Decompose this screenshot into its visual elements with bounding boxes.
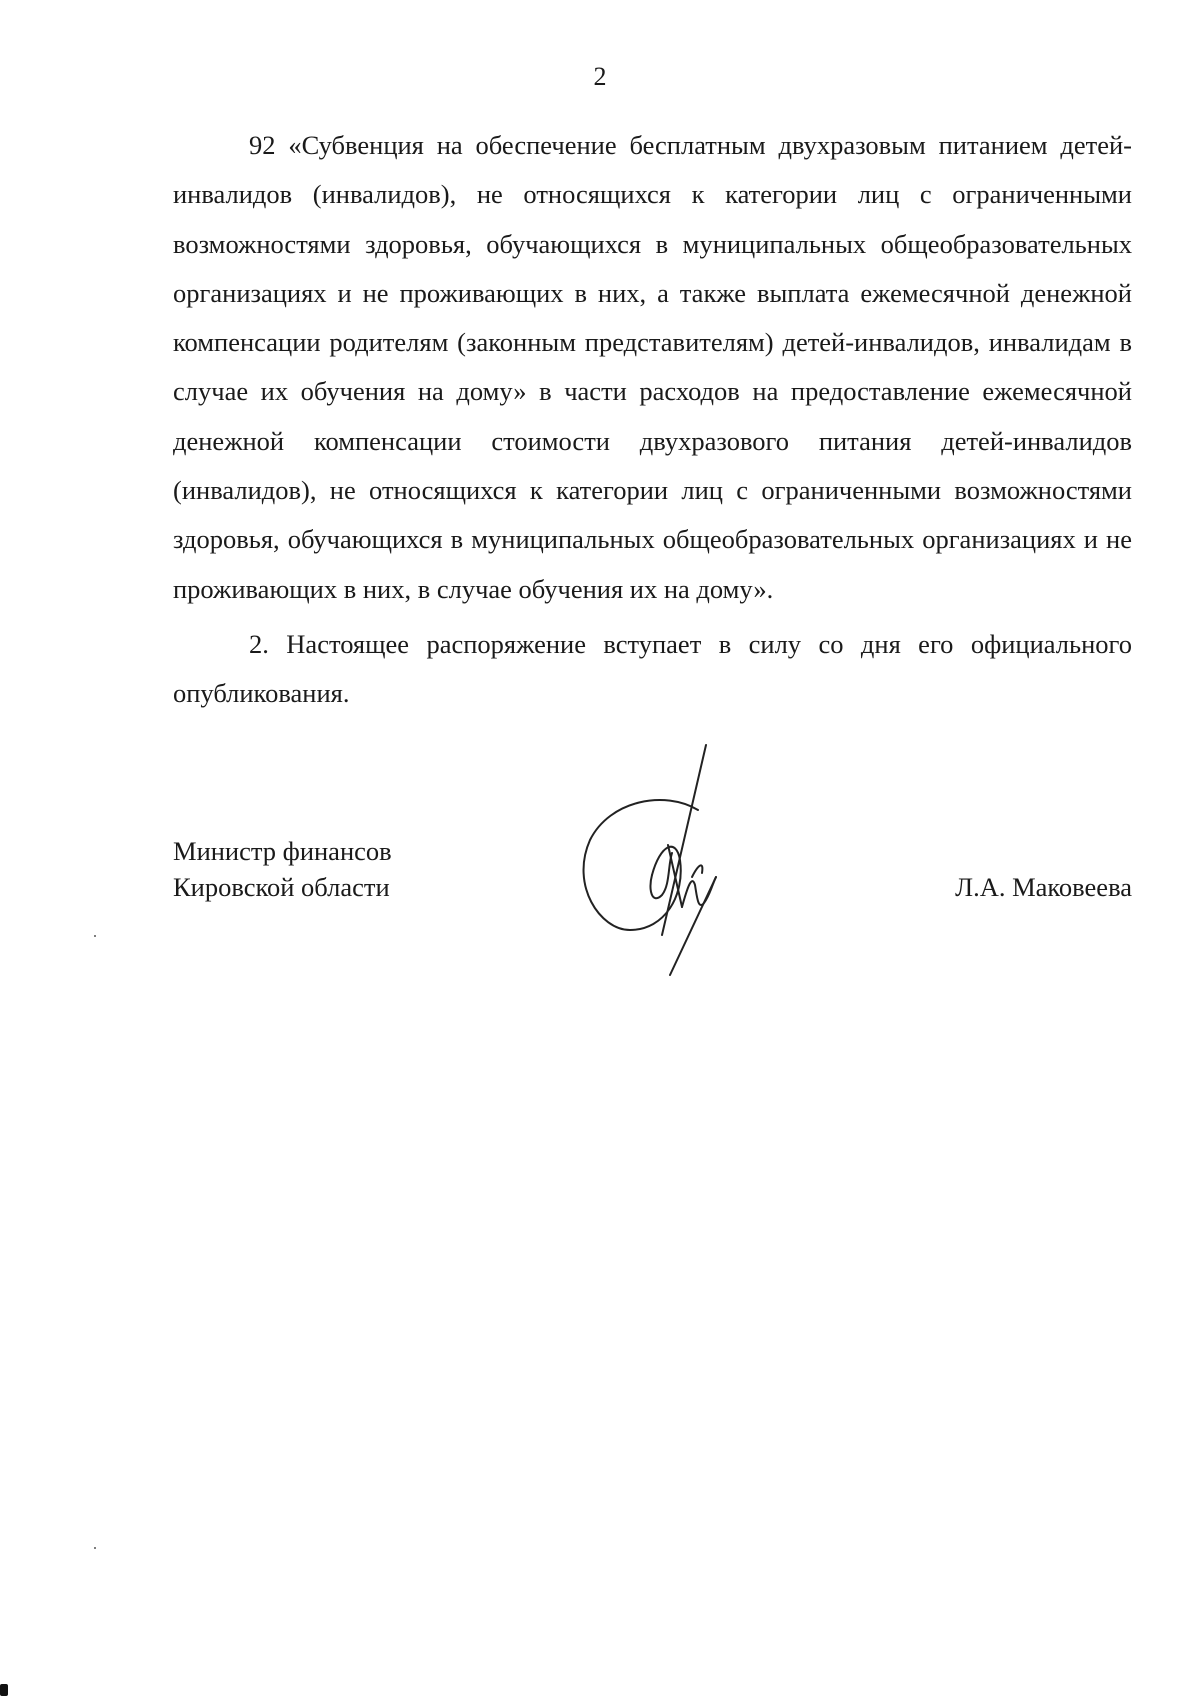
scan-speck [94, 935, 96, 937]
handwritten-signature [570, 725, 780, 995]
paragraph-effective-date: 2. Настоящее распоряжение вступает в силу со дня его официального опубликования. [173, 628, 1132, 709]
signatory-title-line2: Кировской области [173, 872, 390, 902]
paragraph-item-92: 92 «Субвенция на обеспечение бесплатным двухразовым питанием детей-инвалидов (инвалидов), не относящихся к категории лиц с ограниченными возможностями здоровья, обучающихся в муниципальных общеобразовательных организациях и не проживающих в них, а также выплата ежемесячной денежной компенсации родителям (законным представителям) детей-инвалидов, инвалидам в случае их обучения на дому» в части расходов на предоставление ежемесячной денежной компенсации стоимости двухразового питания детей-инвалидов (инвалидов), не относящихся к категории лиц с ограниченными возможностями здоровья, обучающихся в муниципальных общеобразовательных организациях и не проживающих в них, в случае обучения их на дому». [173, 130, 1132, 604]
signatory-name: Л.А. Маковеева [955, 872, 1132, 902]
page-number: 2 [593, 62, 607, 91]
signatory-title [173, 833, 392, 905]
document-body [173, 121, 1132, 719]
scan-edge-mark [0, 1684, 8, 1696]
scan-speck [94, 1547, 96, 1549]
signatory-title-line1: Министр финансов [173, 836, 392, 866]
